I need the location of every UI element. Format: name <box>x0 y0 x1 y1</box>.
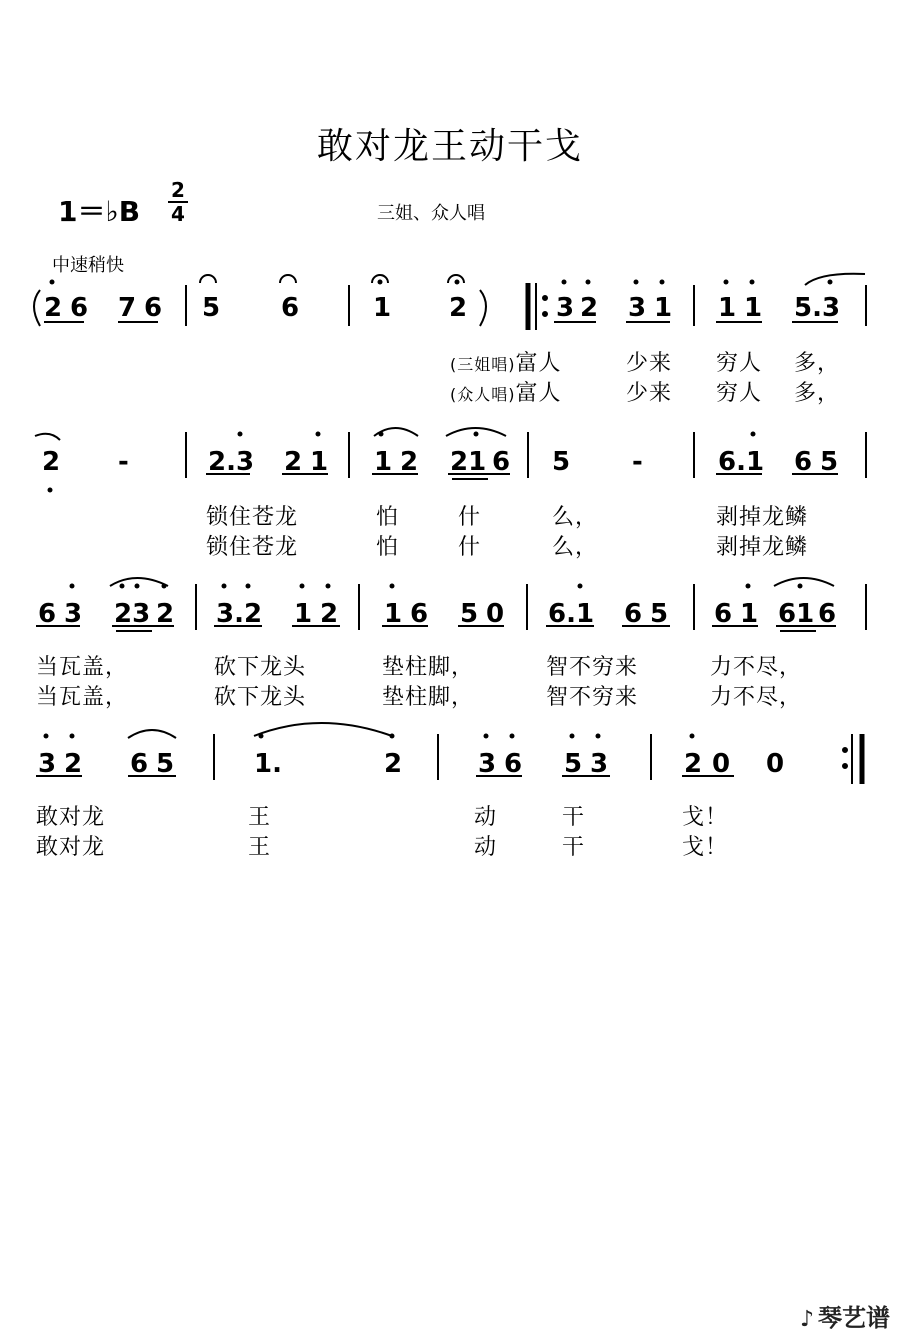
lyric-word: 垫柱脚， <box>382 685 475 710</box>
lyric-word: 锁住苍龙 <box>206 535 299 560</box>
svg-text:2: 2 <box>384 749 403 779</box>
svg-text:5: 5 <box>564 749 583 779</box>
lyric-word: 戈！ <box>682 835 729 860</box>
svg-text:2: 2 <box>400 447 419 477</box>
svg-text:5.3: 5.3 <box>794 293 841 323</box>
svg-text:2.3: 2.3 <box>208 447 255 477</box>
lyric-word: 力不尽， <box>710 655 803 680</box>
lyric-word: 少来 <box>626 381 673 406</box>
svg-text:3: 3 <box>64 599 83 629</box>
svg-text:3: 3 <box>556 293 575 323</box>
svg-text:3: 3 <box>590 749 609 779</box>
svg-text:1: 1 <box>740 599 759 629</box>
svg-text:-: - <box>632 447 643 477</box>
svg-text:1: 1 <box>384 599 403 629</box>
lyric-word: 么， <box>552 535 599 560</box>
lyric-word: 垫柱脚， <box>382 655 475 680</box>
tempo-marking: 中速稍快 <box>52 255 124 276</box>
svg-text:6: 6 <box>818 599 837 629</box>
lyric-word: 砍下龙头 <box>214 655 307 680</box>
svg-text:2: 2 <box>42 447 61 477</box>
lyric-word: 智不穷来 <box>546 655 639 680</box>
svg-text:6: 6 <box>714 599 733 629</box>
lyric-word: 王 <box>248 805 272 830</box>
svg-text:6.1: 6.1 <box>718 447 765 477</box>
svg-text:2: 2 <box>580 293 599 323</box>
svg-text:5: 5 <box>552 447 571 477</box>
lyric-word: 锁住苍龙 <box>206 505 299 530</box>
lyric-word: 当瓦盖， <box>36 655 129 680</box>
svg-text:6: 6 <box>70 293 89 323</box>
svg-text:5: 5 <box>202 293 221 323</box>
svg-text:3: 3 <box>478 749 497 779</box>
watermark <box>800 1298 890 1333</box>
lyric-word: 王 <box>248 835 272 860</box>
system-1-notes <box>44 293 840 323</box>
lyric-word: 么， <box>552 505 599 530</box>
lyric-word: 砍下龙头 <box>214 685 307 710</box>
svg-text:3: 3 <box>38 749 57 779</box>
svg-text:6: 6 <box>492 447 511 477</box>
svg-text:2: 2 <box>64 749 83 779</box>
svg-text:5: 5 <box>650 599 669 629</box>
svg-text:6: 6 <box>624 599 643 629</box>
lyric-word: 多， <box>794 351 841 376</box>
lyric-word: 动 <box>474 835 498 860</box>
svg-text:1: 1 <box>718 293 737 323</box>
svg-text:6: 6 <box>130 749 149 779</box>
svg-text:0: 0 <box>766 749 785 779</box>
svg-text:1: 1 <box>374 447 393 477</box>
svg-text:6: 6 <box>38 599 57 629</box>
svg-text:-: - <box>118 447 129 477</box>
svg-text:1: 1 <box>310 447 329 477</box>
svg-text:1: 1 <box>294 599 313 629</box>
lyric-line-1a: (三姐唱)富人 <box>450 351 562 376</box>
svg-text:3: 3 <box>628 293 647 323</box>
watermark-text: 琴艺谱 <box>818 1304 890 1332</box>
svg-text:7: 7 <box>118 293 137 323</box>
lyric-word: 剥掉龙鳞 <box>716 505 809 530</box>
svg-text:61: 61 <box>778 599 815 629</box>
svg-text:2: 2 <box>156 599 175 629</box>
lyric-word: 什 <box>458 535 482 560</box>
svg-text:3.2: 3.2 <box>216 599 263 629</box>
svg-text:2: 2 <box>449 293 468 323</box>
svg-text:6: 6 <box>281 293 300 323</box>
svg-text:0: 0 <box>486 599 505 629</box>
svg-text:1: 1 <box>373 293 392 323</box>
svg-text:0: 0 <box>712 749 731 779</box>
performers-label: 三姐、众人唱 <box>377 203 485 224</box>
svg-text:5: 5 <box>460 599 479 629</box>
svg-text:6.1: 6.1 <box>548 599 595 629</box>
svg-text:6: 6 <box>504 749 523 779</box>
lyric-word: 穷人 <box>716 351 763 376</box>
lyric-word: 穷人 <box>716 381 763 406</box>
lyric-word: 动 <box>474 805 498 830</box>
lyric-word: 多， <box>794 381 841 406</box>
svg-text:6: 6 <box>144 293 163 323</box>
lyric-word: 戈！ <box>682 805 729 830</box>
lyric-word: 怕 <box>376 505 400 530</box>
svg-text:5: 5 <box>820 447 839 477</box>
svg-text:2: 2 <box>320 599 339 629</box>
time-signature-top: 2 <box>171 178 185 202</box>
lyric-line-1b: (众人唱)富人 <box>450 381 562 406</box>
svg-text:5: 5 <box>156 749 175 779</box>
lyric-word: 怕 <box>376 535 400 560</box>
svg-text:2: 2 <box>684 749 703 779</box>
time-signature-bottom: 4 <box>171 202 185 226</box>
song-title: 敢对龙王动干戈 <box>316 126 583 167</box>
lyric-word: 干 <box>562 805 586 830</box>
lyric-word: 敢对龙 <box>36 835 106 860</box>
lyric-word: 力不尽， <box>710 685 803 710</box>
svg-text:6: 6 <box>794 447 813 477</box>
lyric-word: 当瓦盖， <box>36 685 129 710</box>
lyric-word: 少来 <box>626 351 673 376</box>
svg-text:21: 21 <box>450 447 487 477</box>
lyric-word: 剥掉龙鳞 <box>716 535 809 560</box>
svg-text:2: 2 <box>284 447 303 477</box>
svg-text:1.: 1. <box>254 749 282 779</box>
lyric-word: 干 <box>562 835 586 860</box>
svg-text:2: 2 <box>44 293 63 323</box>
svg-text:1: 1 <box>744 293 763 323</box>
svg-text:23: 23 <box>114 599 151 629</box>
lyric-word: 智不穷来 <box>546 685 639 710</box>
music-note-icon: ♪ <box>799 1307 814 1332</box>
lyric-word: 什 <box>458 505 482 530</box>
svg-text:1: 1 <box>654 293 673 323</box>
key-signature: 1＝♭B <box>58 195 141 228</box>
svg-text:6: 6 <box>410 599 429 629</box>
lyric-word: 敢对龙 <box>36 805 106 830</box>
